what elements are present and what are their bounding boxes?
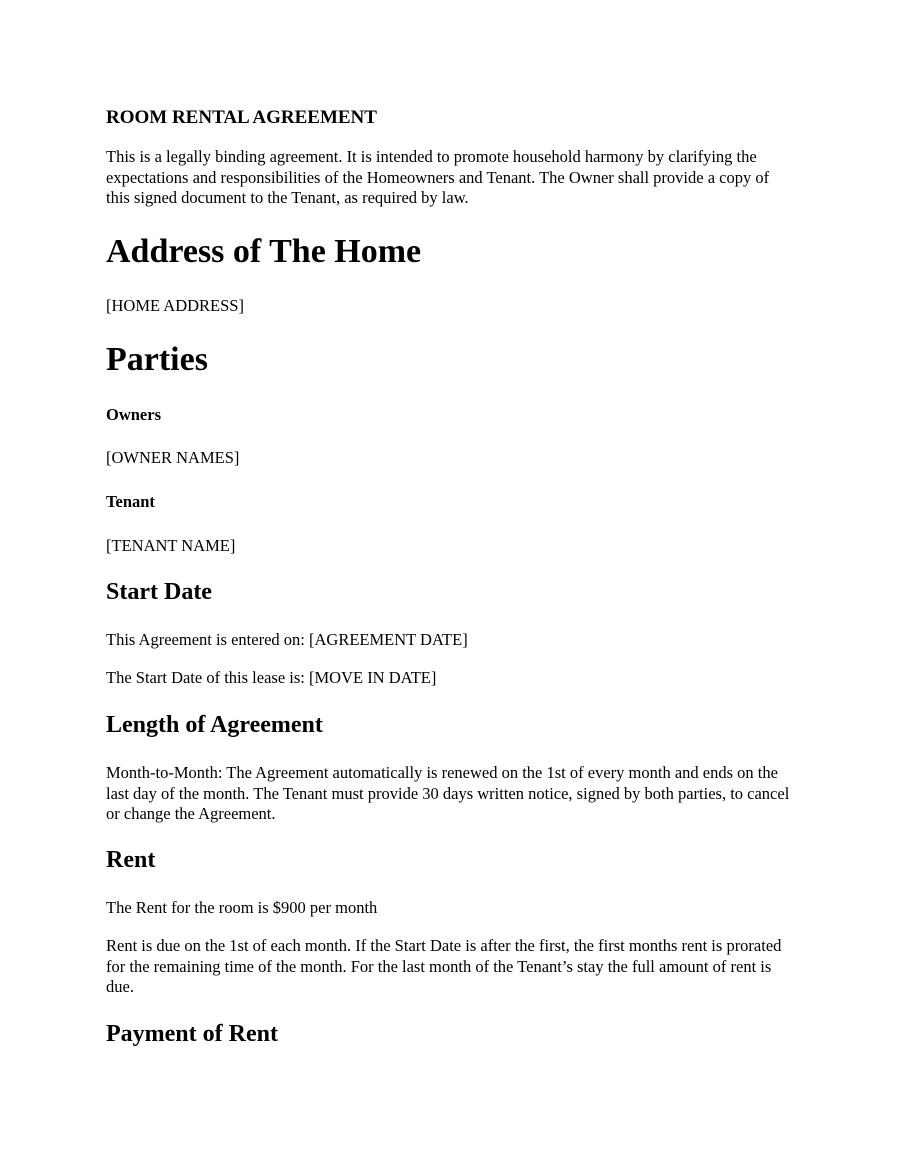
payment-heading: Payment of Rent bbox=[106, 1021, 278, 1047]
parties-heading: Parties bbox=[106, 341, 208, 378]
document-title: ROOM RENTAL AGREEMENT bbox=[106, 107, 377, 128]
agreement-date-line: This Agreement is entered on: [AGREEMENT DATE] bbox=[106, 630, 468, 649]
length-heading: Length of Agreement bbox=[106, 712, 323, 738]
rent-amount-line: The Rent for the room is $900 per month bbox=[106, 898, 378, 917]
rent-heading: Rent bbox=[106, 847, 156, 873]
intro-paragraph: This is a legally binding agreement. It is intended to promote household harmony by clarifying the expectations and responsibilities of the Homeowners and Tenant. The Owner shall provide a copy of this signed document to the Tenant, as required by law. bbox=[106, 147, 770, 207]
owner-names-value: [OWNER NAMES] bbox=[106, 448, 240, 467]
owners-label: Owners bbox=[106, 405, 161, 424]
start-date-heading: Start Date bbox=[106, 579, 212, 605]
rent-due-paragraph: Rent is due on the 1st of each month. If the Start Date is after the first, the first months rent is prorated for the remaining time of the month. For the last month of the Tenant’s stay the full amount of rent is due. bbox=[106, 936, 782, 996]
tenant-label: Tenant bbox=[106, 492, 155, 511]
address-heading: Address of The Home bbox=[106, 233, 422, 270]
tenant-name-value: [TENANT NAME] bbox=[106, 536, 236, 555]
length-paragraph: Month-to-Month: The Agreement automatically is renewed on the 1st of every month and ends on the last day of the month. The Tenant must provide 30 days written notice, signed by both parties, to cancel or change the Agreement. bbox=[106, 763, 790, 823]
move-in-date-line: The Start Date of this lease is: [MOVE IN DATE] bbox=[106, 668, 437, 687]
home-address-value: [HOME ADDRESS] bbox=[106, 296, 244, 315]
